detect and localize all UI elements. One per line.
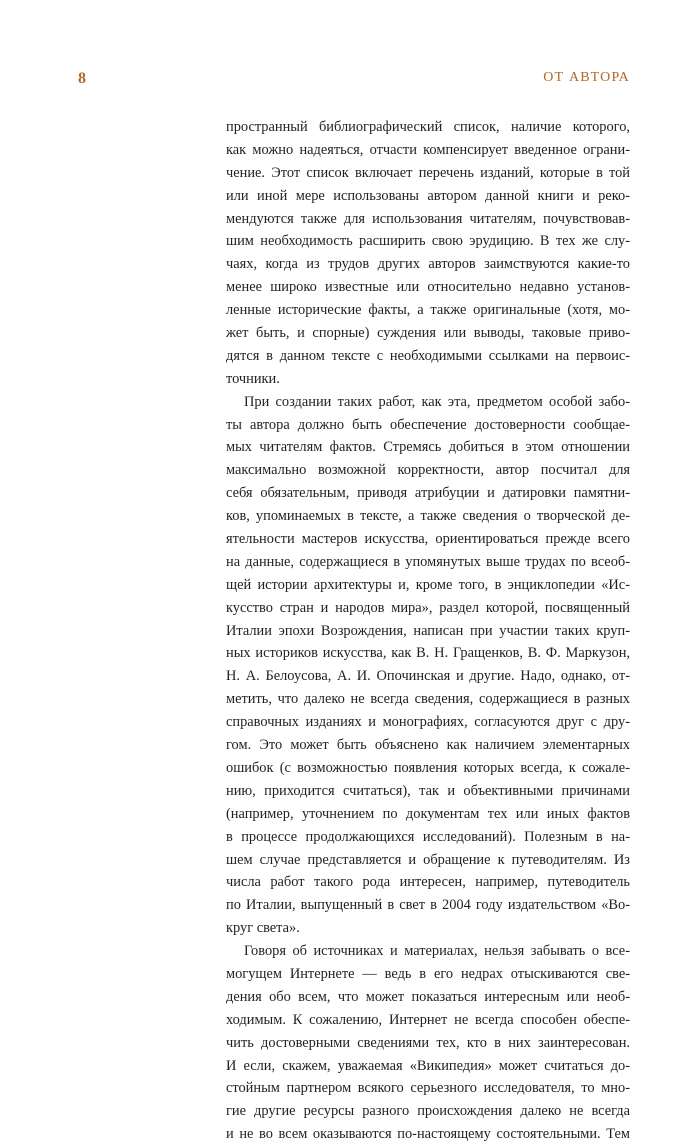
text-line: щей истории архитектуры и, кроме того, в энциклопедии «Ис- (226, 576, 630, 593)
text-line: нию, приходится считаться), так и объективными причинами (226, 782, 630, 799)
text-line: И если, скажем, уважаемая «Википедия» может считаться до- (226, 1057, 630, 1074)
paragraph-2 (226, 391, 630, 940)
text-line: пространный библиографический список, наличие которого, (226, 119, 630, 135)
text-line: ленные исторические факты, а также оригинальные (хотя, мо- (226, 302, 630, 319)
text-line: жет быть, и спорные) суждения или выводы, таковые приво- (226, 325, 630, 342)
text-line: менее широко известные или относительно недавно установ- (226, 279, 630, 296)
text-line: и не во всем оказываются по-настоящему состоятельными. Тем (226, 1126, 630, 1143)
text-line: дения обо всем, что может показаться интересным или необ- (226, 988, 630, 1005)
text-line: ты автора должно быть обеспечение достоверности сообщае- (226, 416, 630, 433)
text-line: могущем Интернете — ведь в его недрах отыскиваются све- (226, 965, 630, 982)
section-title: ОТ АВТОРА (543, 70, 630, 85)
paragraph-3 (226, 940, 630, 1146)
text-line: в процессе продолжающихся исследований). Полезным в на- (226, 828, 630, 845)
text-line: мых читателям фактов. Стремясь добиться в этом отношении (226, 439, 630, 456)
paragraph-1 (226, 116, 630, 391)
text-line: гом. Это может быть объяснено как наличием элементарных (226, 737, 630, 754)
text-line: шим необходимость расширить свою эрудицию. В тех же слу- (226, 233, 630, 250)
text-line: ятельности мастеров искусства, ориентироваться прежде всего (226, 531, 630, 548)
body-text (226, 116, 630, 1146)
text-line: или иной мере использованы автором данной книги и реко- (226, 187, 630, 204)
text-line: чение. Этот список включает перечень изданий, которые в той (226, 164, 630, 181)
text-line: ходимым. К сожалению, Интернет не всегда способен обеспе- (226, 1011, 630, 1028)
text-line: ных историков искусства, как В. Н. Гращенков, В. Ф. Маркузон, (226, 645, 630, 662)
text-line: дятся в данном тексте с необходимыми ссылками на первоис- (226, 347, 630, 364)
text-line: максимально возможной корректности, автор посчитал для (226, 462, 630, 479)
text-line: шем случае представляется и обращение к путеводителям. Из (226, 851, 630, 868)
text-line: справочных изданиях и монографиях, согласуются друг с дру- (226, 714, 630, 731)
text-line: числа работ такого рода интересен, например, путеводитель (226, 874, 630, 891)
text-line: чаях, когда из трудов других авторов заимствуются какие-то (226, 256, 630, 273)
text-line: кусство стран и народов мира», раздел которой, посвященный (226, 599, 630, 616)
running-header (78, 70, 630, 94)
text-line: Н. А. Белоусова, А. И. Опочинская и другие. Надо, однако, от- (226, 668, 630, 685)
text-line: мендуются также для использования читателям, почувствовав- (226, 210, 630, 227)
text-line: по Италии, выпущенный в свет в 2004 году издательством «Во- (226, 897, 630, 914)
text-line: как можно надеяться, отчасти компенсирует введенное ограни- (226, 141, 630, 158)
text-line: ков, упоминаемых в тексте, а также сведения о творческой де- (226, 508, 630, 525)
page-number: 8 (78, 70, 86, 87)
text-line: себя обязательным, приводя атрибуции и датировки памятни- (226, 485, 630, 502)
text-line: Говоря об источниках и материалах, нельзя забывать о все- (244, 943, 630, 960)
text-line: метить, что далеко не всегда сведения, содержащиеся в разных (226, 691, 630, 708)
text-line: чить достоверными сведениями тех, кто в них заинтересован. (226, 1034, 630, 1051)
text-line: стойным партнером всякого серьезного исследователя, то мно- (226, 1080, 630, 1097)
text-line: (например, уточнением по документам тех или иных фактов (226, 805, 630, 822)
text-line: круг света». (226, 920, 300, 937)
text-line: гие другие ресурсы разного происхождения далеко не всегда (226, 1103, 630, 1120)
text-line: на данные, содержащиеся в упомянутых выше трудах по всеоб- (226, 553, 630, 570)
text-line: При создании таких работ, как эта, предметом особой забо- (244, 393, 630, 410)
text-line: ошибок (с возможностью появления которых всегда, к сожале- (226, 759, 630, 776)
text-line: Италии эпохи Возрождения, написан при участии таких круп- (226, 622, 630, 639)
text-line: точники. (226, 370, 280, 387)
